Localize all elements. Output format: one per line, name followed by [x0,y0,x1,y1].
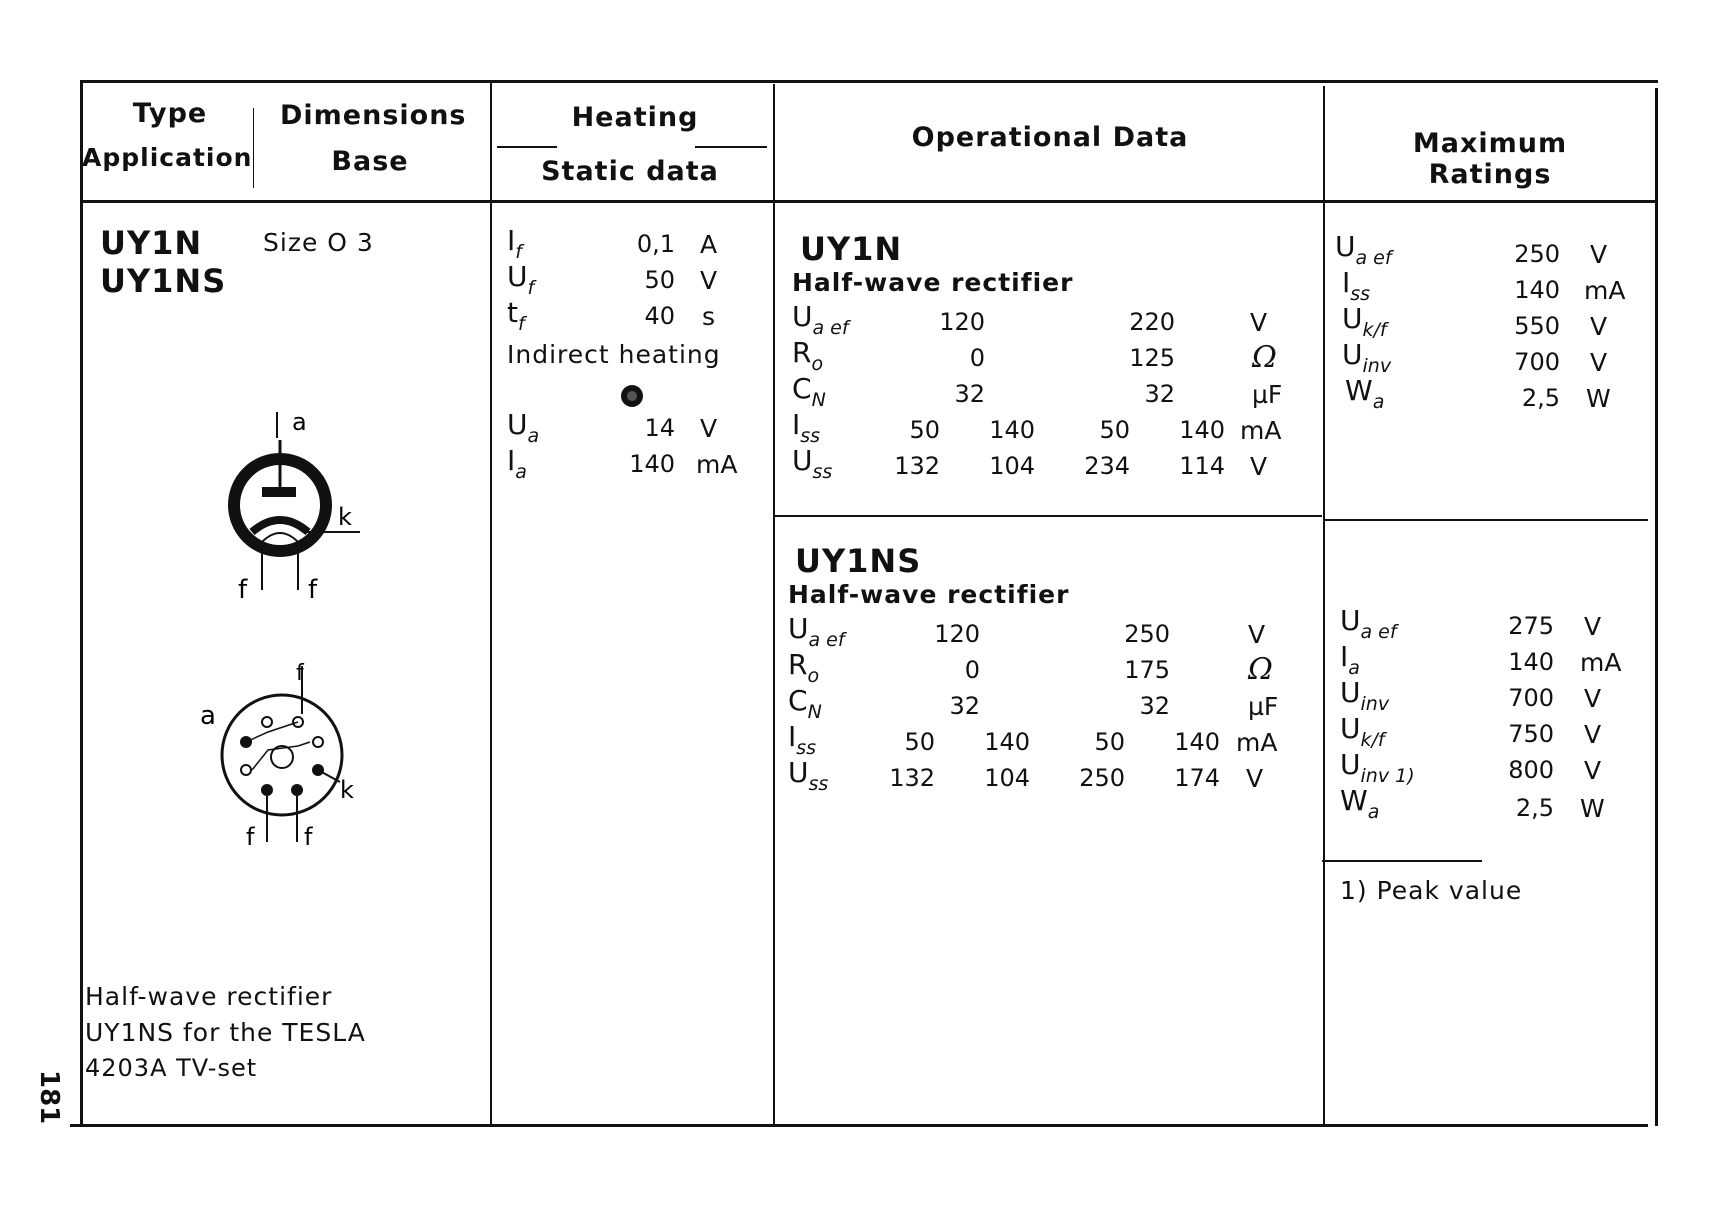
max-unit: W [1586,384,1611,413]
op1-title: UY1N [800,230,903,268]
static-unit: mA [696,450,738,479]
op-unit: V [1250,308,1268,337]
max-value: 800 [1508,756,1554,784]
heating-unit: V [700,266,718,295]
op-symbol: $U_{ss}$ [788,756,829,795]
tube-name-uy1n: UY1N [100,224,203,262]
max-unit: V [1590,312,1608,341]
op-symbol: $C_N$ [792,372,826,411]
header-application: Application [82,143,253,172]
max-symbol: $I_{ss}$ [1342,266,1371,305]
op-cell: 50 [904,728,935,756]
tube-schematic-icon [200,400,380,610]
base-anode-label: a [200,701,216,731]
filament-label-1: f [238,575,248,605]
base-f-top-label: f [296,661,304,686]
base-cathode-label: k [340,776,354,804]
max-value: 700 [1508,684,1554,712]
type-dimensions-divider [253,108,254,188]
static-symbol: $I_a$ [507,444,527,483]
op-cell: 140 [989,416,1035,444]
static-value: 14 [644,414,675,442]
page-number: 181 [34,1070,64,1125]
table-bottom-border [70,1124,1648,1127]
op-cell: 220 [1129,308,1175,336]
header-dimensions: Dimensions [280,100,467,131]
col-divider-maximum [1323,86,1325,1126]
heating-unit: s [702,302,716,331]
op-cell: 175 [1124,656,1170,684]
max-symbol: $U_{inv}$ [1342,338,1392,377]
op-cell: 250 [1124,620,1170,648]
max-symbol: $I_a$ [1340,640,1360,679]
op-unit: µF [1252,380,1283,409]
table-right-border [1655,88,1658,1126]
header-base: Base [331,146,409,177]
op-cell: 120 [934,620,980,648]
max-symbol: $W_a$ [1345,374,1385,413]
op-cell: 50 [1099,416,1130,444]
max-value: 140 [1508,648,1554,676]
op2-subtitle: Half-wave rectifier [788,580,1070,609]
max-value: 140 [1514,276,1560,304]
filament-label-2: f [308,575,318,605]
max-value: 750 [1508,720,1554,748]
max-unit: mA [1584,276,1626,305]
op-cell: 250 [1079,764,1125,792]
max-symbol: $W_a$ [1340,784,1380,823]
static-unit: V [700,414,718,443]
max-unit: V [1584,612,1602,641]
op-symbol: $U_{a ef}$ [792,300,849,339]
op-cell: 125 [1129,344,1175,372]
heating-symbol: $U_f$ [507,260,535,299]
table-top-border [80,80,1658,83]
max-value: 2,5 [1521,384,1560,412]
heating-static-divider-right [695,146,767,148]
max-section-divider [1324,519,1648,521]
tube-size: Size O 3 [263,228,374,257]
max-symbol: $U_{inv 1)}$ [1340,748,1415,787]
table-left-border [80,80,83,1126]
base-pinout-icon [190,660,380,850]
heating-symbol: $I_f$ [507,224,522,263]
max-unit: V [1584,756,1602,785]
op-cell: 132 [889,764,935,792]
col-divider-operational [773,84,775,1126]
heating-value: 40 [644,302,675,330]
static-value: 140 [629,450,675,478]
op-cell: 132 [894,452,940,480]
footnote: 1) Peak value [1340,876,1523,905]
op-cell: 50 [909,416,940,444]
max-unit: V [1590,240,1608,269]
heating-unit: A [700,230,718,259]
op-unit: V [1246,764,1264,793]
op-cell: 32 [1139,692,1170,720]
op-symbol: $R_o$ [788,648,820,687]
op-cell: 32 [949,692,980,720]
op-cell: 234 [1084,452,1130,480]
max-value: 700 [1514,348,1560,376]
max-unit: V [1584,684,1602,713]
op-symbol: $C_N$ [788,684,822,723]
op-cell: 0 [964,656,980,684]
op-cell: 32 [954,380,985,408]
header-heating: Heating [571,102,699,133]
max-symbol: $U_{k/f}$ [1340,712,1385,751]
max-value: 2,5 [1515,794,1554,822]
op-symbol: $I_{ss}$ [792,408,821,447]
op-symbol: $U_{ss}$ [792,444,833,483]
header-operational-data: Operational Data [911,122,1189,153]
op-cell: 140 [1179,416,1225,444]
base-f1-label: f [246,823,255,850]
max-unit: V [1590,348,1608,377]
op-unit: V [1248,620,1266,649]
op-symbol: $I_{ss}$ [788,720,817,759]
op-symbol: $U_{a ef}$ [788,612,845,651]
max-value: 275 [1508,612,1554,640]
indirect-heating-symbol-icon [618,382,646,410]
heating-symbol: $t_f$ [507,296,525,335]
max-unit: mA [1580,648,1622,677]
max-unit: V [1584,720,1602,749]
anode-label: a [292,408,307,436]
indirect-heating-label: Indirect heating [507,340,721,369]
tube-note-line1: Half-wave rectifier [85,982,333,1011]
max-symbol: $U_{a ef}$ [1340,604,1397,643]
header-bottom-border [80,200,1658,203]
op-cell: 174 [1174,764,1220,792]
tube-name-uy1ns: UY1NS [100,262,227,300]
header-static-data: Static data [541,156,719,187]
header-maximum-ratings: Maximum Ratings [1412,128,1568,190]
op-cell: 32 [1144,380,1175,408]
op-unit: Ω [1248,652,1273,687]
op-cell: 140 [1174,728,1220,756]
footnote-rule [1322,860,1482,862]
heating-static-divider-left [497,146,557,148]
op1-subtitle: Half-wave rectifier [792,268,1074,297]
op-symbol: $R_o$ [792,336,824,375]
cathode-label: k [338,503,352,531]
tube-note-line3: 4203A TV-set [85,1054,258,1082]
max-symbol: $U_{k/f}$ [1342,302,1387,341]
op-unit: mA [1240,416,1282,445]
op-unit: mA [1236,728,1278,757]
max-symbol: $U_{inv}$ [1340,676,1390,715]
max-value: 250 [1514,240,1560,268]
op-cell: 50 [1094,728,1125,756]
op-unit: Ω [1252,340,1277,375]
heating-value: 0,1 [636,230,675,258]
static-symbol: $U_a$ [507,408,540,447]
op-cell: 104 [984,764,1030,792]
op-section-divider [774,515,1322,517]
op-cell: 120 [939,308,985,336]
op-cell: 114 [1179,452,1225,480]
base-f2-label: f [304,823,313,850]
header-type: Type [132,98,208,129]
heating-value: 50 [644,266,675,294]
op-unit: µF [1248,692,1279,721]
op-unit: V [1250,452,1268,481]
op-cell: 140 [984,728,1030,756]
op-cell: 104 [989,452,1035,480]
max-symbol: $U_{a ef}$ [1335,230,1392,269]
op2-title: UY1NS [795,542,922,580]
max-value: 550 [1514,312,1560,340]
tube-note-line2: UY1NS for the TESLA [85,1018,366,1047]
col-divider-heating [490,82,492,1126]
max-unit: W [1580,794,1605,823]
op-cell: 0 [969,344,985,372]
